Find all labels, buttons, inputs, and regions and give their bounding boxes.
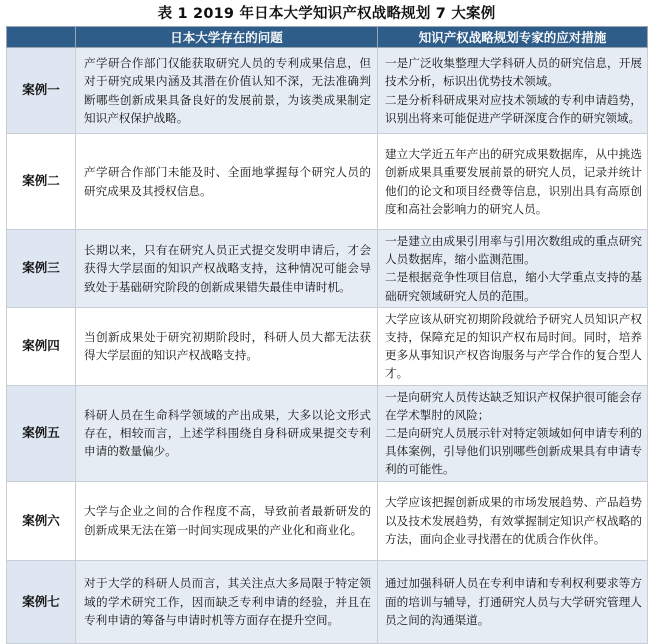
case-measure-text: 建立大学近五年产出的研究成果数据库，从中挑选创新成果具重要发展前景的研究人员，记录并统计他们的论文和项目经费等信息，识别出具有高原创度和高社会影响力的研究人员。 bbox=[385, 147, 642, 216]
case-label: 案例六 bbox=[7, 481, 76, 560]
case-measure bbox=[378, 560, 648, 643]
case-row-5 bbox=[7, 385, 648, 481]
case-problem bbox=[76, 560, 378, 643]
case-measure-text: 一是向研究人员传达缺乏知识产权保护很可能会存在学术掣肘的风险； 二是向研究人员展示针对特定领域如何申请专利的具体案例，引导他们识别哪些创新成果具有申请专利的可能性。 bbox=[385, 389, 642, 477]
case-problem bbox=[76, 307, 378, 385]
case-label: 案例四 bbox=[7, 307, 76, 385]
table-title: 表 1 2019 年日本大学知识产权战略规划 7 大案例 bbox=[157, 6, 496, 22]
cases-table bbox=[6, 26, 648, 644]
header-problem-cell: 日本大学存在的问题 bbox=[76, 27, 378, 48]
case-measure bbox=[378, 230, 648, 308]
case-problem-text: 对于大学的科研人员而言，其关注点大多局限于特定领域的学术研究工作，因而缺乏专利申请的经验，并且在专利申请的筹备与申请时机等方面存在提升空间。 bbox=[84, 576, 371, 627]
case-label: 案例一 bbox=[7, 48, 76, 134]
case-label: 案例三 bbox=[7, 230, 76, 308]
case-problem-text: 当创新成果处于研究初期阶段时，科研人员大都无法获得大学层面的知识产权战略支持。 bbox=[84, 330, 371, 363]
case-measure bbox=[378, 307, 648, 385]
case-measure-text: 一是广泛收集整理大学科研人员的研究信息，开展技术分析，标识出优势技术领域。 二是分析科研成果对应技术领域的专利申请趋势，识别出将来可能促进产学研深度合作的研究领域。 bbox=[385, 56, 642, 125]
case-problem bbox=[76, 385, 378, 481]
case-label: 案例五 bbox=[7, 385, 76, 481]
header-measure-cell: 知识产权战略规划专家的应对措施 bbox=[378, 27, 648, 48]
case-problem-text: 科研人员在生命科学领域的产出成果，大多以论文形式存在，相较而言，上述学科围绕自身科研成果提交专利申请的数量偏少。 bbox=[84, 407, 371, 459]
case-problem-text: 长期以来，只有在研究人员正式提交发明申请后，才会获得大学层面的知识产权战略支持，这种情况可能会导致处于基础研究阶段的创新成果错失最佳申请时机。 bbox=[84, 243, 371, 294]
case-problem-text: 产学研合作部门未能及时、全面地掌握每个研究人员的研究成果及其授权信息。 bbox=[84, 165, 371, 198]
case-measure bbox=[378, 134, 648, 230]
case-problem-text: 产学研合作部门仅能获取研究人员的专利成果信息，但对于研究成果内涵及其潜在价值认知不深，无法准确判断哪些创新成果具备良好的发展前景，为该类成果制定知识产权保护战略。 bbox=[84, 56, 371, 125]
case-measure bbox=[378, 481, 648, 560]
case-problem bbox=[76, 230, 378, 308]
case-measure bbox=[378, 385, 648, 481]
case-problem bbox=[76, 481, 378, 560]
case-measure bbox=[378, 48, 648, 134]
case-row-4 bbox=[7, 307, 648, 385]
case-row-3 bbox=[7, 230, 648, 308]
case-problem bbox=[76, 134, 378, 230]
case-measure-text: 大学应该把握创新成果的市场发展趋势、产品趋势以及技术发展趋势，有效掌握制定知识产权战略的方法，面向企业寻找潜在的优质合作伙伴。 bbox=[385, 495, 642, 546]
case-label: 案例二 bbox=[7, 134, 76, 230]
case-row-7 bbox=[7, 560, 648, 643]
case-row-1 bbox=[7, 48, 648, 134]
case-measure-text: 大学应该从研究初期阶段就给予研究人员知识产权支持，保障充足的知识产权布局时间。同时，培养更多从事知识产权咨询服务与产学合作的复合型人才。 bbox=[385, 311, 642, 381]
case-row-6 bbox=[7, 481, 648, 560]
case-measure-text: 一是建立由成果引用率与引用次数组成的重点研究人员数据库，缩小监测范围。 二是根据竞争性项目信息，缩小大学重点支持的基础研究领域研究人员的范围。 bbox=[385, 234, 642, 303]
case-problem bbox=[76, 48, 378, 134]
case-row-2 bbox=[7, 134, 648, 230]
header-label-cell bbox=[7, 27, 76, 48]
case-label: 案例七 bbox=[7, 560, 76, 643]
case-problem-text: 大学与企业之间的合作程度不高，导致前者最新研发的创新成果无法在第一时间实现成果的产业化和商业化。 bbox=[84, 504, 371, 537]
header-row bbox=[7, 27, 648, 48]
case-measure-text: 通过加强科研人员在专利申请和专利权利要求等方面的培训与辅导，打通研究人员与大学研究管理人员之间的沟通渠道。 bbox=[385, 576, 642, 627]
